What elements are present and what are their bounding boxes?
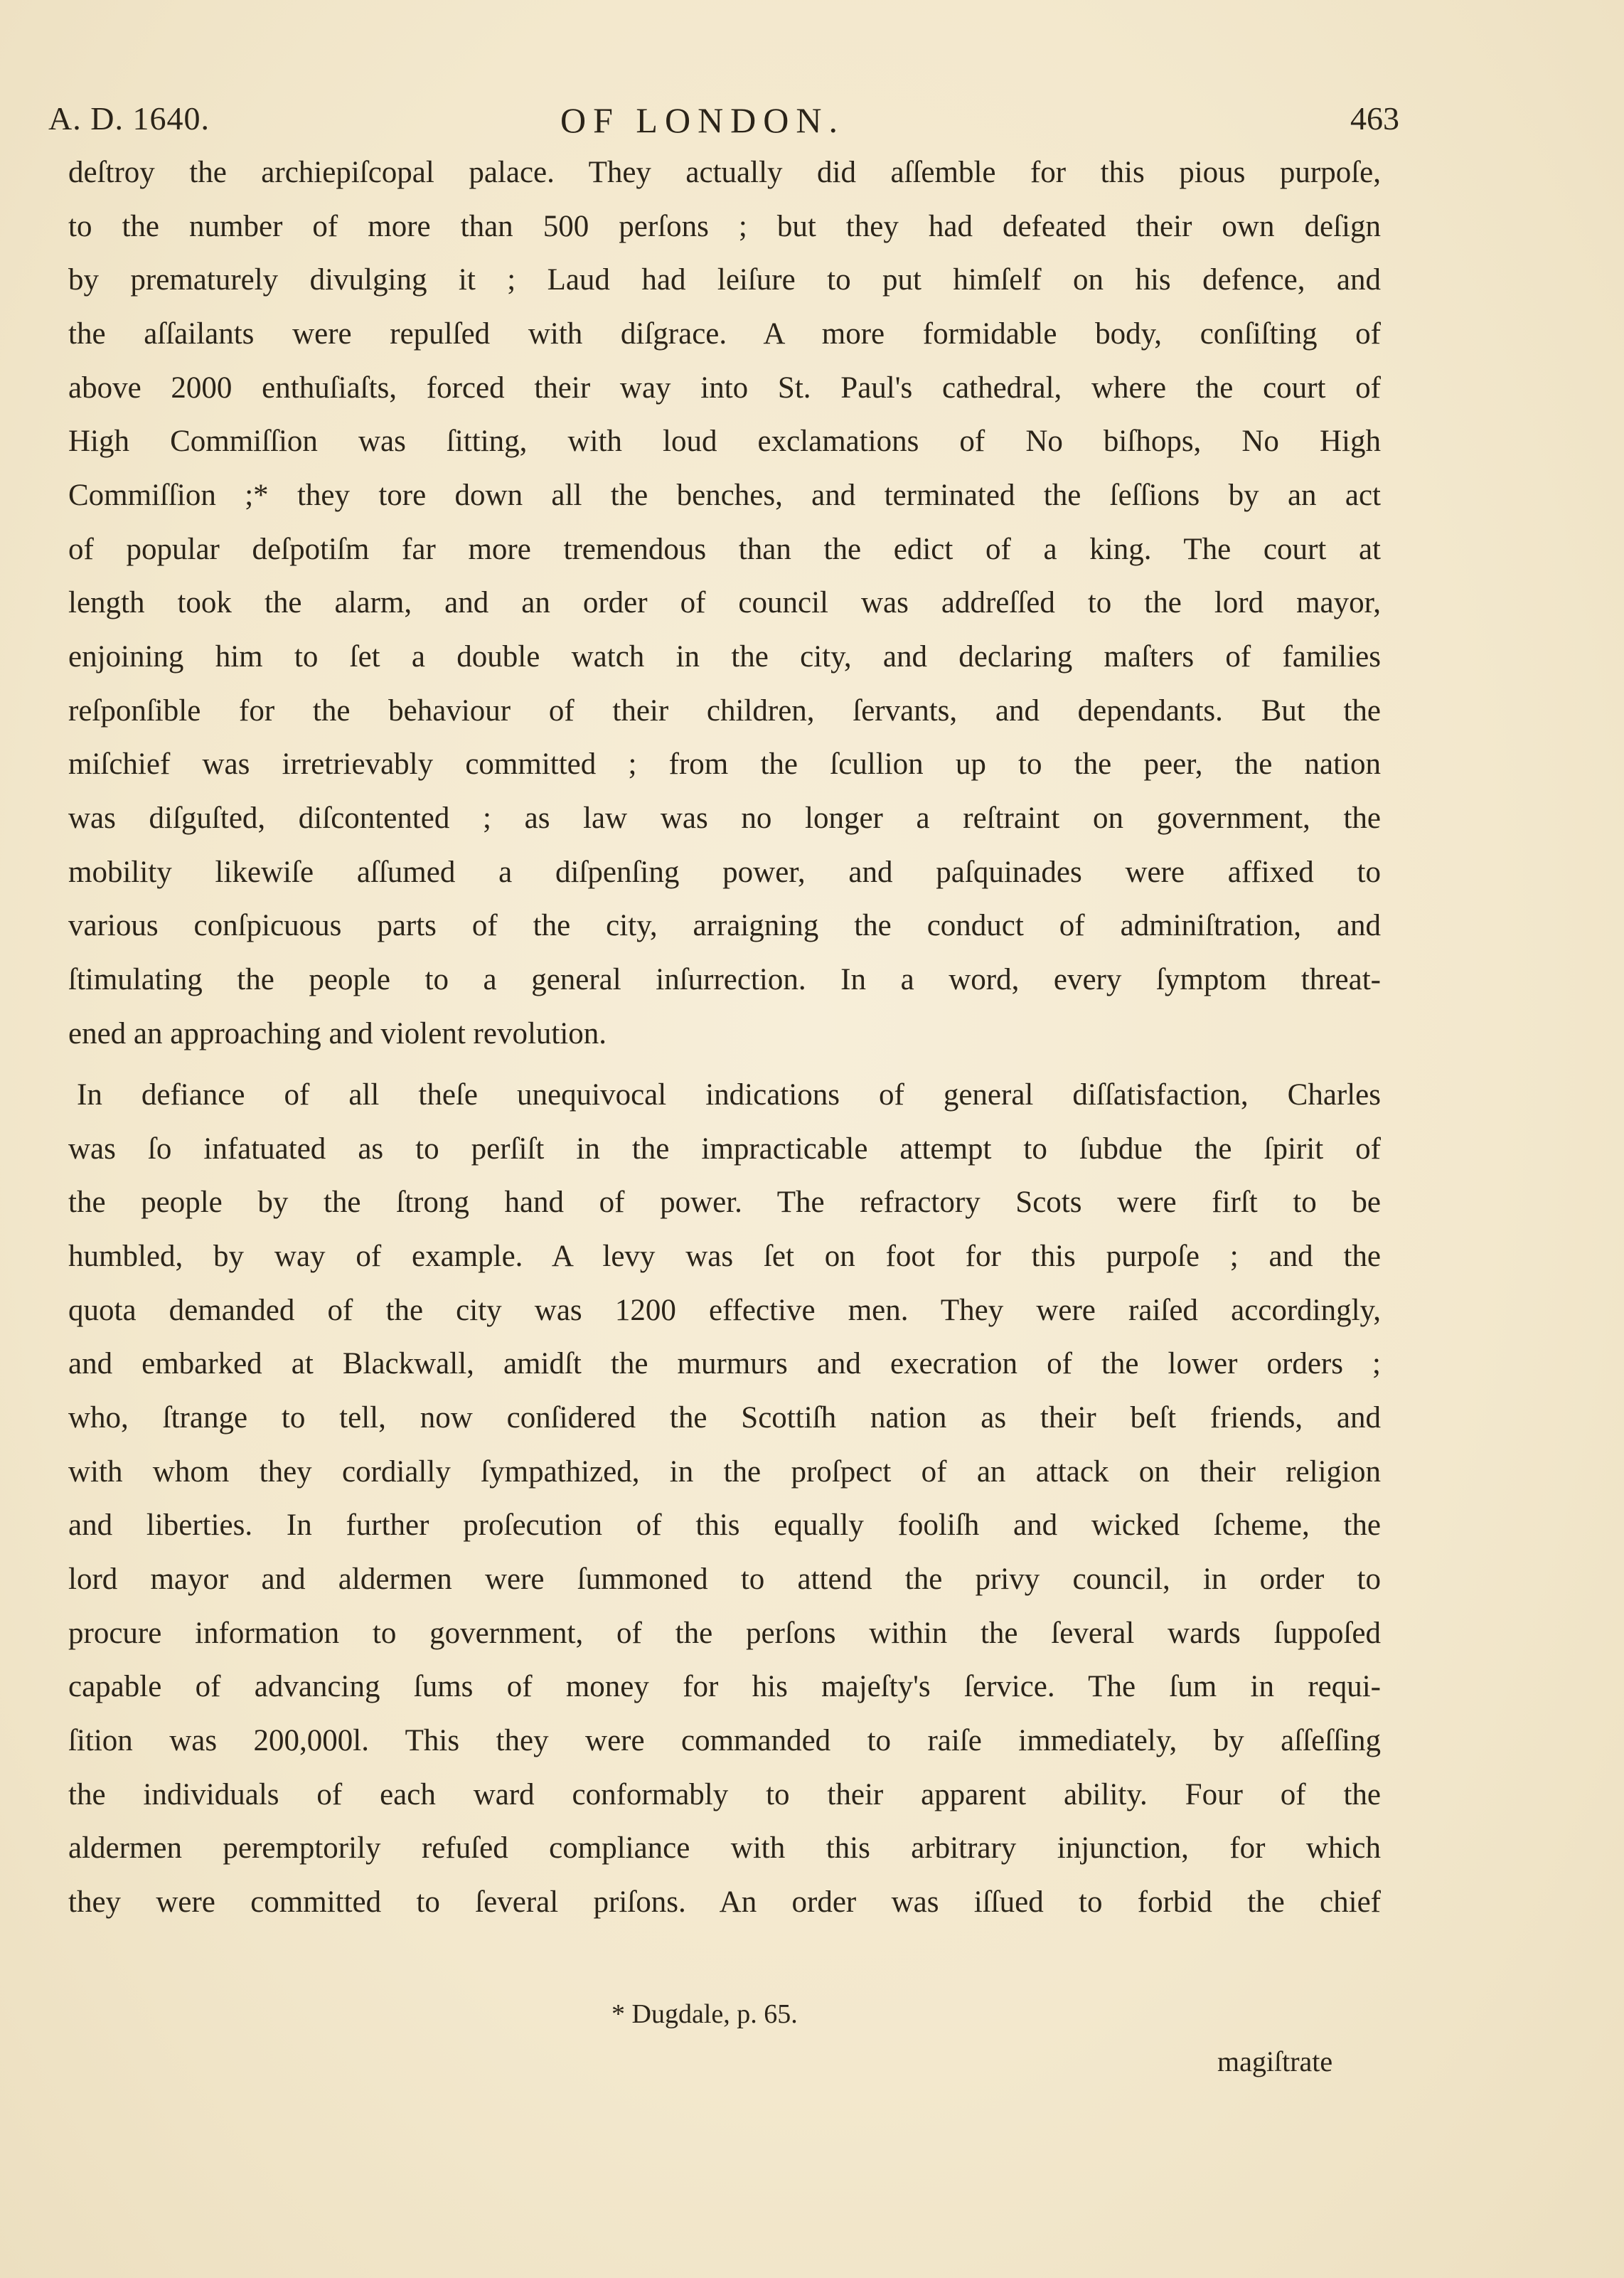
- text-line: length took the alarm, and an order of council was addreſſed to the lord mayor,: [68, 586, 1381, 619]
- paragraph-start-line: In defiance of all theſe unequivocal indications of general diſſatisfaction, Charles: [77, 1078, 1381, 1112]
- text-line: miſchief was irretrievably committed ; from the ſcullion up to the peer, the nation: [68, 747, 1381, 781]
- text-line: of popular deſpotiſm far more tremendous than the edict of a king. The court at: [68, 533, 1381, 566]
- text-line: and liberties. In further proſecution of this equally fooliſh and wicked ſcheme, the: [68, 1508, 1381, 1542]
- text-line: aldermen peremptorily refuſed compliance with this arbitrary injunction, for which: [68, 1831, 1381, 1865]
- text-line: above 2000 enthuſiaſts, forced their way into St. Paul's cathedral, where the court of: [68, 371, 1381, 405]
- catchword: magiſtrate: [1217, 2045, 1333, 2077]
- text-line: various conſpicuous parts of the city, arraigning the conduct of adminiſtration, and: [68, 909, 1381, 942]
- text-line: was diſguſted, diſcontented ; as law was no longer a reſtraint on government, the: [68, 802, 1381, 835]
- text-line: ſition was 200,000l. This they were commanded to raiſe immediately, by aſſeſſing: [68, 1724, 1381, 1757]
- text-line: deſtroy the archiepiſcopal palace. They actually did aſſemble for this pious purpoſe,: [68, 156, 1381, 189]
- text-line: and embarked at Blackwall, amidſt the murmurs and execration of the lower orders ;: [68, 1347, 1381, 1380]
- text-line: they were committed to ſeveral priſons. An order was iſſued to forbid the chief: [68, 1885, 1381, 1919]
- text-line: quota demanded of the city was 1200 effective men. They were raiſed accordingly,: [68, 1294, 1381, 1327]
- text-line: to the number of more than 500 perſons ; but they had defeated their own deſign: [68, 210, 1381, 243]
- text-line: who, ſtrange to tell, now conſidered the Scottiſh nation as their beſt friends, and: [68, 1401, 1381, 1435]
- text-line: procure information to government, of the perſons within the ſeveral wards ſuppoſed: [68, 1617, 1381, 1650]
- text-line: was ſo infatuated as to perſiſt in the impracticable attempt to ſubdue the ſpirit of: [68, 1132, 1381, 1166]
- text-line: ened an approaching and violent revolution.: [68, 1017, 607, 1050]
- page-number: 463: [1350, 100, 1399, 137]
- text-line: by prematurely divulging it ; Laud had leiſure to put himſelf on his defence, and: [68, 263, 1381, 297]
- text-line: the aſſailants were repulſed with diſgrace. A more formidable body, conſiſting of: [68, 317, 1381, 351]
- text-line: humbled, by way of example. A levy was ſet on foot for this purpoſe ; and the: [68, 1240, 1381, 1273]
- running-header: [48, 100, 1399, 149]
- header-title: OF LONDON.: [560, 100, 845, 140]
- text-line: ſtimulating the people to a general inſurrection. In a word, every ſymptom threat-: [68, 963, 1381, 996]
- text-line: with whom they cordially ſympathized, in the proſpect of an attack on their religion: [68, 1455, 1381, 1489]
- text-line: High Commiſſion was ſitting, with loud exclamations of No biſhops, No High: [68, 425, 1381, 458]
- text-line: mobility likewiſe aſſumed a diſpenſing power, and paſquinades were affixed to: [68, 856, 1381, 889]
- text-line: the people by the ſtrong hand of power. The refractory Scots were firſt to be: [68, 1186, 1381, 1219]
- text-line: enjoining him to ſet a double watch in the city, and declaring maſters of families: [68, 640, 1381, 674]
- text-line: reſponſible for the behaviour of their children, ſervants, and dependants. But the: [68, 694, 1381, 728]
- text-line: capable of advancing ſums of money for his majeſty's ſervice. The ſum in requi-: [68, 1670, 1381, 1703]
- text-line: lord mayor and aldermen were ſummoned to attend the privy council, in order to: [68, 1563, 1381, 1596]
- header-year: A. D. 1640.: [48, 100, 210, 137]
- footnote: * Dugdale, p. 65.: [611, 1999, 798, 2029]
- text-line: the individuals of each ward conformably to their apparent ability. Four of the: [68, 1778, 1381, 1811]
- text-line: Commiſſion ;* they tore down all the benches, and terminated the ſeſſions by an act: [68, 479, 1381, 512]
